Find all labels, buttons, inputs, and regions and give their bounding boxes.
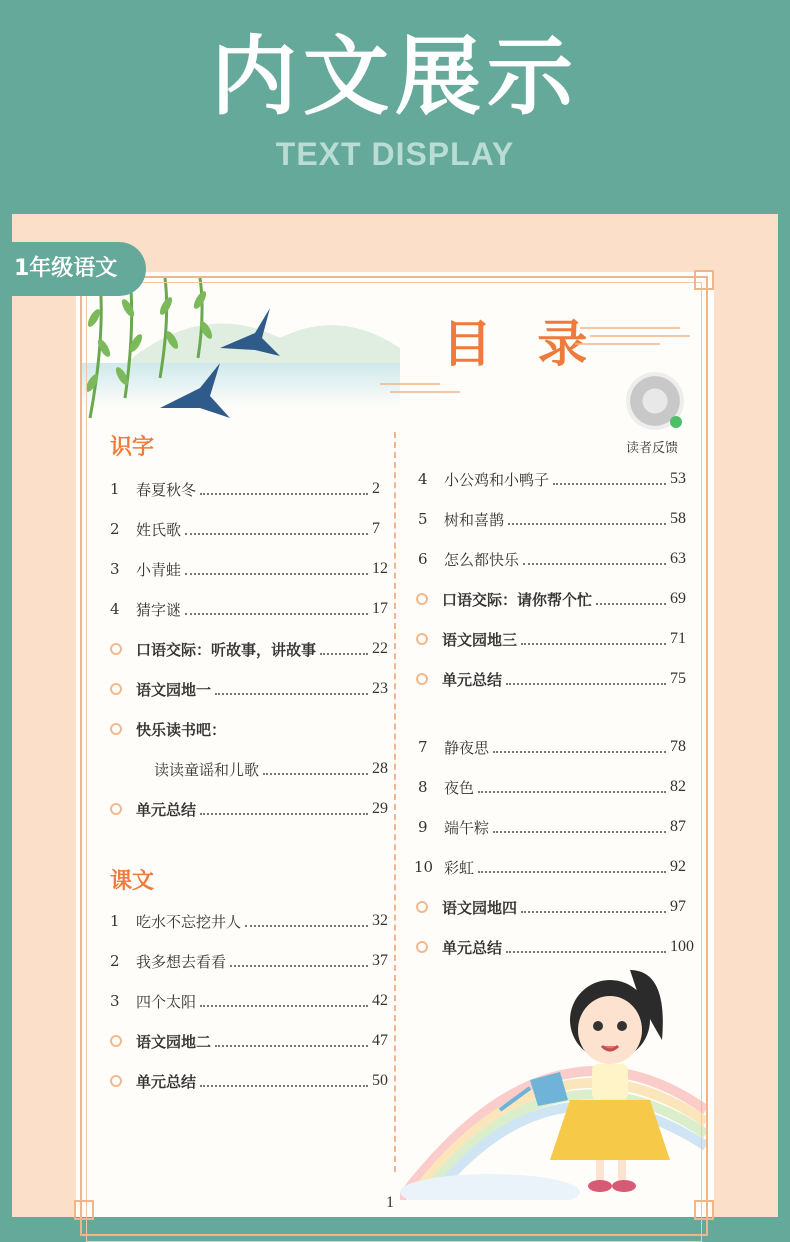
entry-page: 42 (372, 992, 388, 1009)
entry-page: 7 (372, 520, 380, 537)
toc-entry[interactable] (154, 758, 388, 780)
entry-number: 3 (110, 560, 120, 578)
ring-bullet-icon (110, 723, 122, 735)
ring-bullet-icon (416, 673, 428, 685)
entry-page: 28 (372, 760, 388, 777)
entry-number: 10 (414, 858, 434, 876)
entry-number: 7 (418, 738, 428, 756)
entry-title: 语文园地四 (442, 898, 518, 917)
leader-dots (215, 683, 368, 695)
entry-page: 78 (670, 738, 686, 755)
entry-number: 1 (110, 912, 120, 930)
entry-page: 87 (670, 818, 686, 835)
toc-entry[interactable] (418, 548, 686, 570)
ring-bullet-icon (110, 683, 122, 695)
entry-title: 静夜思 (444, 738, 490, 757)
page-subtitle: TEXT DISPLAY (275, 136, 515, 172)
entry-title: 读读童谣和儿歌 (154, 760, 260, 779)
leader-dots (200, 995, 368, 1007)
toc-entry[interactable] (110, 990, 388, 1012)
entry-title: 语文园地三 (442, 630, 518, 649)
leader-dots (185, 523, 368, 535)
toc-entry[interactable] (416, 936, 694, 958)
entry-number: 4 (110, 600, 120, 618)
leader-dots (200, 483, 368, 495)
toc-entry[interactable] (110, 518, 380, 540)
entry-page: 50 (372, 1072, 388, 1089)
entry-page: 32 (372, 912, 388, 929)
entry-number: 2 (110, 952, 120, 970)
wechat-icon (670, 416, 682, 428)
entry-page: 92 (670, 858, 686, 875)
ring-bullet-icon (110, 1075, 122, 1087)
grade-tag: 1年级语文 (0, 242, 146, 296)
column-divider (394, 432, 396, 1172)
entry-title: 四个太阳 (136, 992, 197, 1011)
entry-page: 12 (372, 560, 388, 577)
toc-entry[interactable] (110, 678, 388, 700)
toc-entry[interactable] (416, 668, 686, 690)
entry-page: 82 (670, 778, 686, 795)
toc-entry[interactable] (110, 1070, 388, 1092)
toc-entry[interactable] (418, 816, 686, 838)
leader-dots (263, 763, 368, 775)
entry-page: 100 (670, 938, 694, 955)
leader-dots (506, 673, 666, 685)
leader-dots (493, 821, 666, 833)
entry-page: 47 (372, 1032, 388, 1049)
entry-page: 17 (372, 600, 388, 617)
toc-entry[interactable] (110, 1030, 388, 1052)
toc-entry[interactable] (110, 798, 388, 820)
entry-page: 58 (670, 510, 686, 527)
section-heading: 识字 (110, 434, 155, 460)
entry-title: 单元总结 (442, 938, 503, 957)
frame-corner (74, 1200, 94, 1220)
entry-number: 6 (418, 550, 428, 568)
entry-title: 树和喜鹊 (444, 510, 505, 529)
entry-title: 快乐读书吧： (136, 720, 227, 739)
entry-page: 97 (670, 898, 686, 915)
ring-bullet-icon (416, 941, 428, 953)
entry-title: 小公鸡和小鸭子 (444, 470, 550, 489)
leader-dots (245, 915, 368, 927)
toc-entry[interactable] (416, 628, 686, 650)
entry-title: 怎么都快乐 (444, 550, 520, 569)
ring-bullet-icon (110, 803, 122, 815)
entry-page: 75 (670, 670, 686, 687)
entry-number: 4 (418, 470, 428, 488)
leader-dots (596, 593, 666, 605)
leader-dots (185, 563, 368, 575)
leader-dots (320, 643, 368, 655)
entry-page: 53 (670, 470, 686, 487)
toc-entry[interactable] (418, 736, 686, 758)
page-title: 内文展示 (211, 27, 579, 127)
entry-title: 口语交际：听故事，讲故事 (136, 640, 317, 659)
toc-entry[interactable] (110, 598, 388, 620)
toc-entry[interactable] (418, 508, 686, 530)
entry-page: 71 (670, 630, 686, 647)
toc-entry[interactable] (414, 856, 686, 878)
entry-title: 彩虹 (444, 858, 475, 877)
section-heading: 课文 (110, 868, 155, 894)
entry-title: 吃水不忘挖井人 (136, 912, 242, 931)
entry-title: 夜色 (444, 778, 475, 797)
leader-dots (215, 1035, 368, 1047)
entry-title: 单元总结 (442, 670, 503, 689)
leader-dots (506, 941, 666, 953)
frame-corner (694, 1200, 714, 1220)
entry-title: 单元总结 (136, 800, 197, 819)
leader-dots (478, 861, 666, 873)
leader-dots (230, 955, 368, 967)
ring-bullet-icon (110, 1035, 122, 1047)
page-number: 1 (386, 1194, 394, 1211)
ring-bullet-icon (416, 633, 428, 645)
toc-entry[interactable] (110, 910, 388, 932)
girl-rainbow-illustration (400, 960, 706, 1200)
leader-dots (200, 1075, 368, 1087)
leader-dots (521, 901, 666, 913)
entry-number: 2 (110, 520, 120, 538)
entry-page: 22 (372, 640, 388, 657)
ring-bullet-icon (416, 901, 428, 913)
entry-title: 猜字谜 (136, 600, 182, 619)
leader-dots (185, 603, 368, 615)
entry-page: 69 (670, 590, 686, 607)
entry-title: 单元总结 (136, 1072, 197, 1091)
entry-title: 口语交际：请你帮个忙 (442, 590, 593, 609)
frame-corner (694, 270, 714, 290)
ring-bullet-icon (416, 593, 428, 605)
qr-label: 读者反馈 (626, 441, 679, 456)
leader-dots (493, 741, 666, 753)
toc-entry[interactable] (418, 468, 686, 490)
entry-title: 端午粽 (444, 818, 490, 837)
toc-entry[interactable] (110, 638, 388, 660)
ring-bullet-icon (110, 643, 122, 655)
leader-dots (553, 473, 666, 485)
entry-page: 23 (372, 680, 388, 697)
entry-number: 1 (110, 480, 120, 498)
toc-entry[interactable] (416, 588, 686, 610)
entry-page: 2 (372, 480, 380, 497)
entry-number: 3 (110, 992, 120, 1010)
leader-dots (508, 513, 666, 525)
entry-number: 8 (418, 778, 428, 796)
leader-dots (523, 553, 666, 565)
toc-entry[interactable] (110, 950, 388, 972)
toc-entry[interactable] (110, 478, 380, 500)
leader-dots (200, 803, 368, 815)
entry-title: 春夏秋冬 (136, 480, 197, 499)
entry-title: 语文园地二 (136, 1032, 212, 1051)
leader-dots (521, 633, 666, 645)
entry-page: 37 (372, 952, 388, 969)
entry-title: 语文园地一 (136, 680, 212, 699)
toc-entry[interactable] (418, 776, 686, 798)
entry-page: 29 (372, 800, 388, 817)
toc-entry[interactable] (110, 558, 388, 580)
entry-title: 姓氏歌 (136, 520, 182, 539)
leader-dots (478, 781, 666, 793)
entry-number: 5 (418, 510, 428, 528)
entry-title: 我多想去看看 (136, 952, 227, 971)
toc-entry[interactable] (416, 896, 686, 918)
toc-title: 目 录 (442, 315, 602, 373)
entry-title: 小青蛙 (136, 560, 182, 579)
entry-number: 9 (418, 818, 428, 836)
toc-entry[interactable] (110, 718, 388, 740)
entry-page: 63 (670, 550, 686, 567)
